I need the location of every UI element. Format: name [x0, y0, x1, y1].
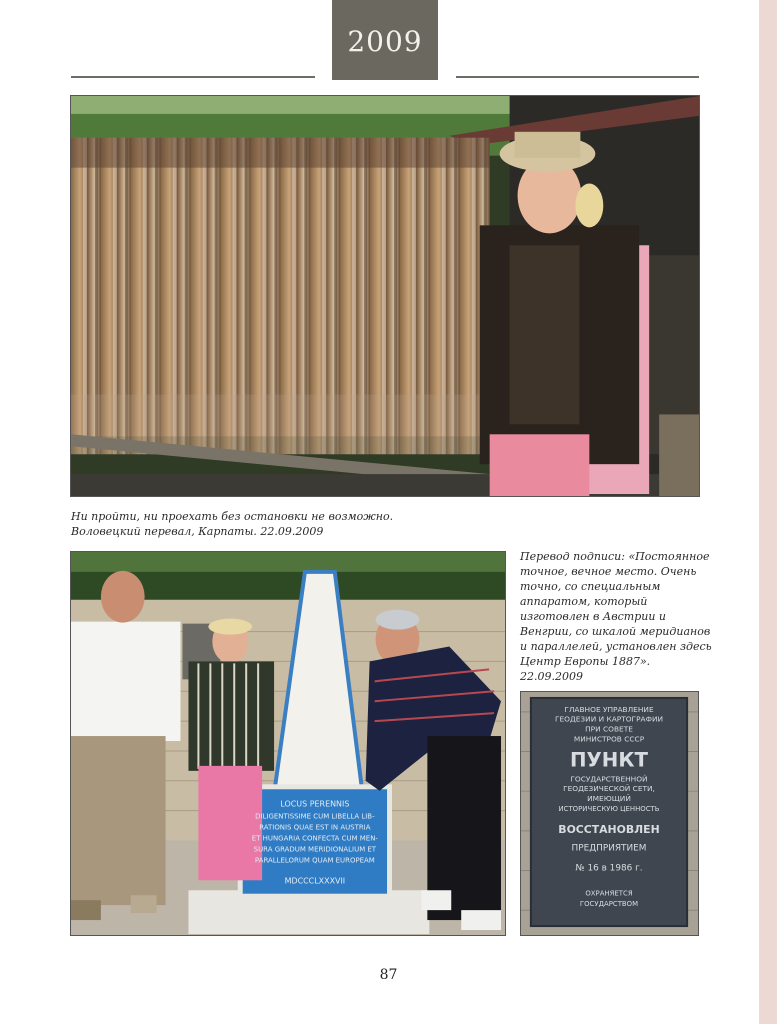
header-rule-right — [456, 76, 699, 78]
plaque-line: ИСТОРИЧЕСКУЮ ЦЕННОСТЬ — [558, 805, 660, 814]
inscription-line: MDCCCLXXXVII — [284, 876, 346, 886]
page-edge-strip — [759, 0, 777, 1024]
inscription-line: PARALLELORUM QUAM EUROPEAM — [254, 856, 375, 865]
caption-side-line: изготовлен в Австрии и — [520, 610, 666, 623]
plaque-line: ГЛАВНОЕ УПРАВЛЕНИЕ — [564, 704, 654, 714]
caption-side-line: аппаратом, который — [520, 595, 648, 608]
photo-caption-top — [71, 509, 501, 539]
inscription-line: ET HUNGARIA CONFECTA CUM MEN- — [251, 834, 378, 843]
plaque-line: ГЕОДЕЗИЧЕСКОЙ СЕТИ, — [563, 784, 655, 794]
photo-plaque-drawing — [521, 692, 698, 935]
plaque-line: ГЕОДЕЗИИ И КАРТОГРАФИИ — [554, 714, 664, 724]
plaque-line: № 16 в 1986 г. — [575, 863, 643, 874]
caption-side-line: 22.09.2009 — [520, 670, 583, 683]
year-tab — [332, 0, 438, 80]
caption-side-line: Венгрии, со шкалой меридианов — [520, 625, 711, 638]
inscription-line: RATIONIS QUAE EST IN AUSTRIA — [259, 823, 371, 832]
plaque-line: ПУНКТ — [570, 748, 648, 772]
page-number: 87 — [379, 967, 398, 983]
plaque-line: ГОСУДАРСТВЕННОЙ — [570, 774, 648, 784]
plaque-line: ПРЕДПРИЯТИЕМ — [571, 843, 647, 854]
plaque-line: ИМЕЮЩИЙ — [587, 794, 631, 804]
header-rule-left — [71, 76, 315, 78]
photo-monument — [70, 551, 506, 936]
inscription-line: DILIGENTISSIME CUM LIBELLA LIB- — [255, 812, 375, 821]
photo-caption-side — [520, 549, 712, 684]
photo-fur-pelts-drawing — [71, 96, 699, 496]
caption-side-line: Перевод подписи: «Постоянное — [520, 550, 710, 563]
inscription-line: SURA GRADUM MERIDIONALIUM ET — [253, 845, 377, 854]
photo-monument-drawing — [71, 552, 505, 935]
caption-side-line: и параллелей, установлен здесь — [520, 640, 712, 653]
caption-side-line: точное, вечное место. Очень — [520, 565, 697, 578]
caption-top-line-1: Ни пройти, ни проехать без остановки не возможно. — [71, 510, 394, 523]
plaque-line: ПРИ СОВЕТЕ — [585, 724, 633, 734]
year-label: 2009 — [347, 24, 423, 58]
inscription-line: LOCUS PERENNIS — [280, 799, 350, 809]
photo-plaque — [520, 691, 699, 936]
plaque-line: ВОССТАНОВЛЕН — [558, 822, 660, 836]
plaque-line: ГОСУДАРСТВОМ — [579, 900, 639, 909]
photo-fur-pelts — [70, 95, 700, 497]
caption-top-line-2: Воловецкий перевал, Карпаты. 22.09.2009 — [71, 525, 324, 538]
plaque-line: ОХРАНЯЕТСЯ — [585, 889, 633, 898]
caption-side-line: точно, со специальным — [520, 580, 661, 593]
caption-side-line: Центр Европы 1887». — [520, 655, 651, 668]
plaque-line: МИНИСТРОВ СССР — [573, 734, 645, 744]
